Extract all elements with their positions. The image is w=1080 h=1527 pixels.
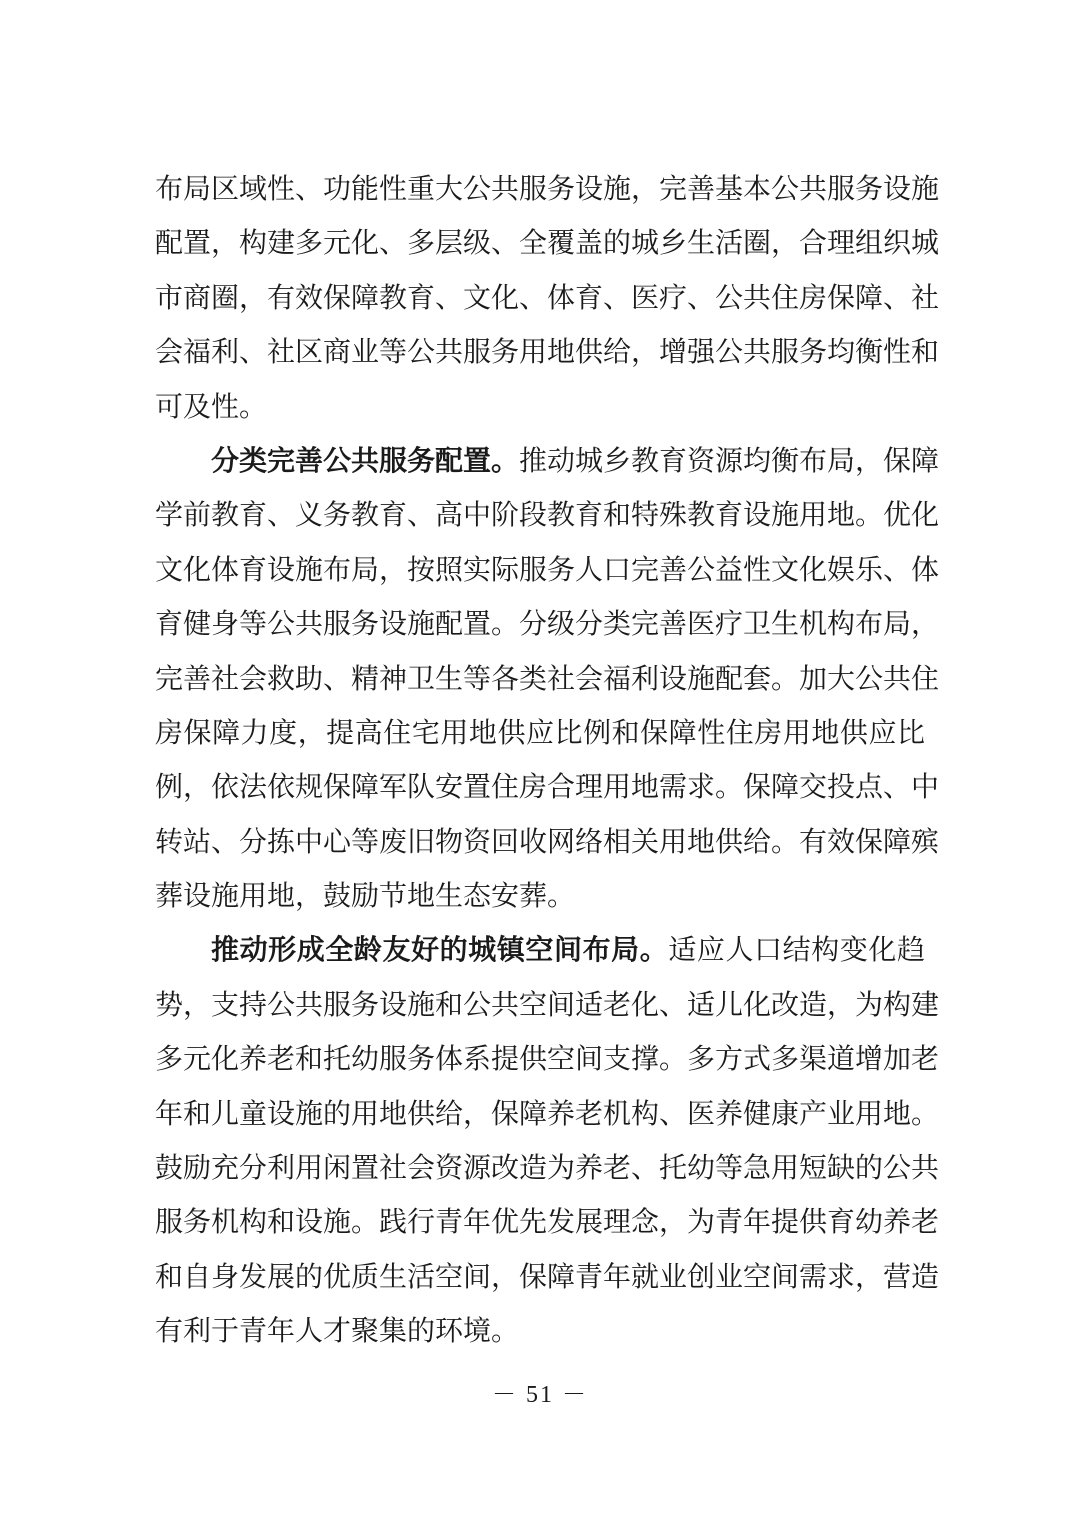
paragraph-line: 育健身等公共服务设施配置。分级分类完善医疗卫生机构布局，	[155, 607, 940, 641]
body-text	[155, 162, 940, 1359]
paragraph-line: 市商圈，有效保障教育、文化、体育、医疗、公共住房保障、社	[155, 280, 940, 314]
paragraph-1	[155, 162, 940, 434]
paragraph-heading: 推动形成全龄友好的城镇空间布局。	[211, 933, 669, 967]
paragraph-first-line	[155, 923, 925, 977]
paragraph-line: 布局区域性、功能性重大公共服务设施，完善基本公共服务设施	[155, 172, 940, 205]
paragraph-line: 和自身发展的优质生活空间，保障青年就业创业空间需求，营造	[155, 1259, 940, 1293]
paragraph-line: 势，支持公共服务设施和公共空间适老化、适儿化改造，为构建	[155, 987, 940, 1021]
paragraph-line: 年和儿童设施的用地供给，保障养老机构、医养健康产业用地。	[155, 1096, 940, 1130]
paragraph-first-line	[155, 434, 940, 488]
paragraph-line: 可及性。	[155, 389, 268, 423]
paragraph-line: 服务机构和设施。践行青年优先发展理念，为青年提供育幼养老	[155, 1205, 940, 1239]
paragraph-text: 推动城乡教育资源均衡布局，保障	[519, 443, 940, 477]
paragraph-line: 多元化养老和托幼服务体系提供空间支撑。多方式多渠道增加老	[155, 1042, 940, 1076]
paragraph-line: 转站、分拣中心等废旧物资回收网络相关用地供给。有效保障殡	[155, 824, 940, 858]
paragraph-text: 适应人口结构变化趋	[668, 933, 925, 967]
paragraph-line: 文化体育设施布局，按照实际服务人口完善公益性文化娱乐、体	[155, 552, 940, 586]
paragraph-2	[155, 434, 940, 924]
paragraph-line: 例，依法依规保障军队安置住房合理用地需求。保障交投点、中	[155, 770, 940, 804]
paragraph-line: 会福利、社区商业等公共服务用地供给，增强公共服务均衡性和	[155, 335, 940, 369]
paragraph-line: 鼓励充分利用闲置社会资源改造为养老、托幼等急用短缺的公共	[155, 1151, 940, 1185]
paragraph-line: 完善社会救助、精神卫生等各类社会福利设施配套。加大公共住	[155, 661, 940, 695]
paragraph-line: 学前教育、义务教育、高中阶段教育和特殊教育设施用地。优化	[155, 498, 940, 532]
page-number: － 51 －	[492, 1382, 588, 1408]
paragraph-heading: 分类完善公共服务配置。	[211, 443, 520, 477]
paragraph-line: 配置，构建多元化、多层级、全覆盖的城乡生活圈，合理组织城	[155, 226, 940, 260]
paragraph-line: 有利于青年人才聚集的环境。	[155, 1314, 520, 1348]
paragraph-line: 葬设施用地，鼓励节地生态安葬。	[155, 879, 576, 913]
paragraph-3	[155, 923, 940, 1358]
paragraph-line: 房保障力度，提高住宅用地供应比例和保障性住房用地供应比	[155, 715, 925, 749]
